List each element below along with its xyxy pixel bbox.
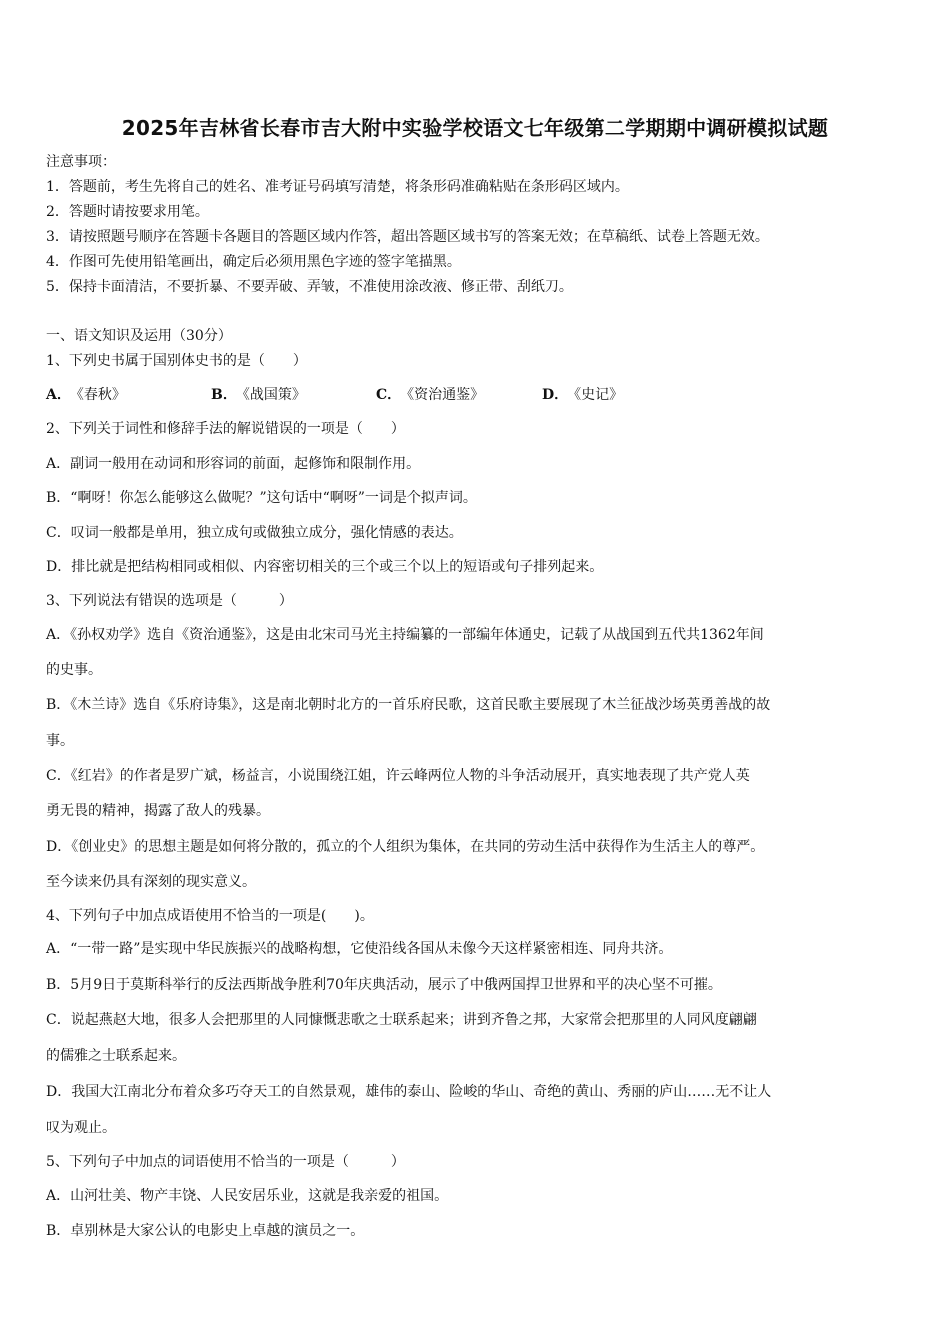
question-3-option-b-cont: 事。 [46, 733, 74, 749]
question-3-option-c-cont: 勇无畏的精神，揭露了敌人的残暴。 [46, 803, 270, 819]
question-1-options [46, 385, 623, 405]
question-3-option-c: C．《红岩》的作者是罗广斌，杨益言，小说围绕江姐，许云峰两位人物的斗争活动展开，真实地表现了共产党人英 [46, 768, 750, 784]
question-4-stem: 4、下列句子中加点成语使用不恰当的一项是( )。 [46, 908, 374, 924]
notice-heading: 注意事项： [46, 154, 116, 170]
question-3-option-d-cont: 至今读来仍具有深刻的现实意义。 [46, 874, 256, 890]
question-2-option-a: A．副词一般用在动词和形容词的前面，起修饰和限制作用。 [46, 456, 421, 472]
question-2-stem: 2、下列关于词性和修辞手法的解说错误的一项是（ ） [46, 421, 405, 437]
question-3-option-b: B．《木兰诗》选自《乐府诗集》，这是南北朝时北方的一首乐府民歌，这首民歌主要展现了木兰征战沙场英勇善战的故 [46, 697, 771, 713]
question-5-option-b: B．卓别林是大家公认的电影史上卓越的演员之一。 [46, 1223, 365, 1239]
section-heading: 一、语文知识及运用（30分） [46, 328, 232, 344]
option-a: A． 《春秋》 [46, 387, 126, 403]
question-2-option-c: C．叹词一般都是单用，独立成句或做独立成分，强化情感的表达。 [46, 525, 463, 541]
option-c: C． 《资治通鉴》 [376, 387, 485, 403]
notice-item: 2．答题时请按要求用笔。 [46, 204, 209, 220]
option-b: B． 《战国策》 [211, 387, 306, 403]
question-2-option-b: B．“啊呀！你怎么能够这么做呢？”这句话中“啊呀”一词是个拟声词。 [46, 490, 477, 506]
notice-item: 5．保持卡面清洁，不要折暴、不要弄破、弄皱，不准使用涂改液、修正带、刮纸刀。 [46, 279, 573, 295]
question-5-stem: 5、下列句子中加点的词语使用不恰当的一项是（ ） [46, 1154, 405, 1170]
notice-item: 4．作图可先使用铅笔画出，确定后必须用黑色字迹的签字笔描黑。 [46, 254, 461, 270]
notice-item: 1．答题前，考生先将自己的姓名、准考证号码填写清楚，将条形码准确粘贴在条形码区域内。 [46, 179, 629, 195]
notice-item: 3．请按照题号顺序在答题卡各题目的答题区域内作答，超出答题区域书写的答案无效；在草稿纸、试卷上答题无效。 [46, 229, 769, 245]
question-3-option-a-cont: 的史事。 [46, 662, 102, 678]
question-2-option-d: D．排比就是把结构相同或相似、内容密切相关的三个或三个以上的短语或句子排列起来。 [46, 559, 604, 575]
page-title: 2025年吉林省长春市吉大附中实验学校语文七年级第二学期期中调研模拟试题 [121, 116, 829, 140]
question-4-option-c-cont: 的儒雅之士联系起来。 [46, 1048, 186, 1064]
question-3-stem: 3、下列说法有错误的选项是（ ） [46, 593, 293, 609]
question-4-option-d-cont: 叹为观止。 [46, 1120, 116, 1136]
option-d: D． 《史记》 [542, 387, 624, 403]
question-3-option-d: D．《创业史》的思想主题是如何将分散的，孤立的个人组织为集体，在共同的劳动生活中获得作为生活主人的尊严。 [46, 839, 765, 855]
question-3-option-a: A．《孙权劝学》选自《资治通鉴》，这是由北宋司马光主持编纂的一部编年体通史，记载了从战国到五代共1362年间 [46, 627, 764, 643]
question-4-option-b: B．5月9日于莫斯科举行的反法西斯战争胜利70年庆典活动，展示了中俄两国捍卫世界和平的决心坚不可摧。 [46, 977, 722, 993]
question-5-option-a: A．山河壮美、物产丰饶、人民安居乐业，这就是我亲爱的祖国。 [46, 1188, 449, 1204]
question-1-stem: 1、下列史书属于国别体史书的是（ ） [46, 353, 307, 369]
question-4-option-a: A．“一带一路”是实现中华民族振兴的战略构想，它使沿线各国从未像今天这样紧密相连、同舟共济。 [46, 941, 673, 957]
question-4-option-d: D．我国大江南北分布着众多巧夺天工的自然景观，雄伟的泰山、险峻的华山、奇绝的黄山、秀丽的庐山……无不让人 [46, 1084, 772, 1100]
question-4-option-c: C．说起燕赵大地，很多人会把那里的人同慷慨悲歌之士联系起来；讲到齐鲁之邦，大家常会把那里的人同风度翩翩 [46, 1012, 757, 1028]
